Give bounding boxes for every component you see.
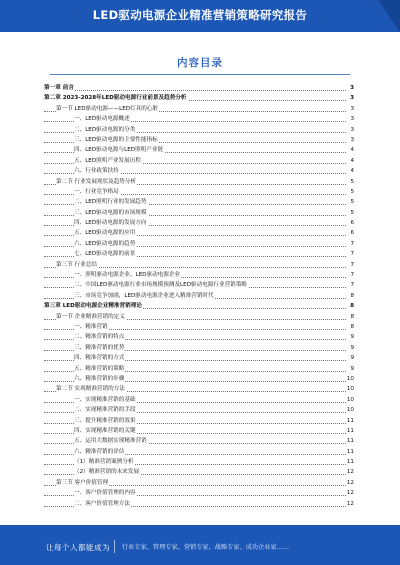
toc-entry-text: 五、运用大数据实现精准营销 (74, 438, 147, 445)
toc-page-number: 6 (349, 218, 354, 228)
toc-entry[interactable] (44, 270, 354, 280)
toc-entry[interactable] (44, 478, 354, 488)
toc-entry-text: 三、LED驱动电源的主要性能指标 (74, 136, 158, 143)
toc-entry-text: 六、LED驱动电源的趋势 (74, 240, 136, 247)
toc-page-number: 4 (349, 166, 354, 176)
toc-entry-text: 第三节 客户价值管理 (56, 479, 109, 486)
toc-entry[interactable] (44, 260, 354, 270)
toc-entry[interactable] (44, 208, 354, 218)
toc-page-number: 9 (349, 353, 354, 363)
toc-entry-text: 三、提升精准营销的效果 (74, 417, 136, 424)
title-divider (50, 74, 350, 75)
toc-page-number: 7 (349, 280, 354, 290)
toc-entry-text: 一、行业竞争格局 (74, 188, 119, 195)
toc-entry-text: 第三章 LED驱动电源企业精准营销理论 (44, 303, 142, 310)
toc-page-number: 8 (349, 312, 354, 322)
page-footer (0, 525, 400, 565)
toc-entry[interactable] (44, 197, 354, 207)
toc-entry[interactable] (44, 488, 354, 498)
toc-entry-text: （2）精准营销的未来发展 (74, 469, 140, 476)
toc-entry-text: 第二节 行业发展现状及趋势分析 (56, 178, 137, 185)
toc-entry-text: 第二节 实现精准营销的方法 (56, 386, 125, 393)
toc-page-number: 5 (349, 208, 354, 218)
toc-page-number: 7 (349, 270, 354, 280)
toc-entry[interactable] (44, 457, 354, 467)
toc-entry-text: 四、精准营销的方式 (74, 355, 125, 362)
toc-entry-text: 六、行业政策扶持 (74, 168, 119, 175)
toc-entry[interactable] (44, 374, 354, 384)
toc-entry-text: 一、照明驱动电源企业、LED驱动电源企业 (74, 272, 181, 279)
toc-entry[interactable] (44, 467, 354, 477)
toc-entry[interactable] (44, 156, 354, 166)
toc-entry-text: 五、精准营销的策略 (74, 365, 125, 372)
toc-entry[interactable] (44, 384, 354, 394)
report-title: LED驱动电源企业精准营销策略研究报告 (92, 8, 308, 22)
toc-entry-text: 四、LED驱动电源与LED照明产业链 (74, 147, 164, 154)
toc-page-number: 10 (346, 384, 354, 394)
toc-entry-text: 一、客户价值管理的内容 (74, 490, 136, 497)
toc-page-number: 8 (349, 301, 354, 311)
toc-page-number: 9 (349, 364, 354, 374)
toc-page-number: 3 (349, 135, 354, 145)
toc-entry[interactable] (44, 395, 354, 405)
toc-page-number: 12 (346, 488, 354, 498)
toc-page-number: 12 (346, 499, 354, 509)
toc-entry-text: 三、市场竞争加剧，LED驱动电源企业进入精准营销时代 (74, 292, 214, 299)
toc-entry[interactable] (44, 426, 354, 436)
toc-entry[interactable] (44, 405, 354, 415)
toc-entry[interactable] (44, 312, 354, 322)
footer-roles: 行业专家、管理专家、营销专家、战略专家、成功企业家…… (122, 544, 290, 551)
toc-page-number: 10 (346, 395, 354, 405)
toc-page-number: 3 (349, 83, 354, 93)
toc-entry[interactable] (44, 416, 354, 426)
toc-entry[interactable] (44, 187, 354, 197)
page-title: 内容目录 (177, 57, 223, 69)
toc-page-number: 3 (349, 125, 354, 135)
toc-entry[interactable] (44, 447, 354, 457)
toc-entry[interactable] (44, 353, 354, 363)
header-corner-decoration (378, 0, 400, 32)
toc-entry[interactable] (44, 83, 354, 93)
toc-page-number: 12 (346, 478, 354, 488)
toc-page-number: 6 (349, 228, 354, 238)
toc-entry[interactable] (44, 114, 354, 124)
toc-entry-text: 第一节 LED驱动电源——LED灯具的心脏 (56, 105, 159, 112)
toc-entry-text: 五、LED照明产业发展历程 (74, 157, 141, 164)
toc-entry[interactable] (44, 166, 354, 176)
toc-entry-text: 一、精准营销 (74, 323, 108, 330)
toc-page-number: 3 (349, 114, 354, 124)
toc-page-number: 7 (349, 260, 354, 270)
toc-entry-text: 四、LED驱动电源的发展方向 (74, 220, 147, 227)
toc-entry-text: 三、LED驱动电源的市场规模 (74, 209, 147, 216)
toc-entry-text: 一、LED驱动电源概述 (74, 116, 130, 123)
toc-entry[interactable] (44, 499, 354, 509)
toc-entry-text: 第一节 企业精准营销的定义 (56, 313, 125, 320)
toc-entry-text: 五、LED驱动电源的应用 (74, 230, 136, 237)
toc-page-number: 4 (349, 156, 354, 166)
toc-page-number: 7 (349, 239, 354, 249)
report-header (0, 0, 400, 32)
toc-entry-text: 二、LED驱动电源的分类 (74, 126, 136, 133)
toc-entry[interactable] (44, 239, 354, 249)
toc-page-number: 4 (349, 145, 354, 155)
toc-page-number: 8 (349, 291, 354, 301)
toc-page-number: 9 (349, 343, 354, 353)
table-of-contents (44, 83, 354, 509)
footer-separator (114, 540, 115, 553)
toc-page-number: 11 (346, 457, 354, 467)
toc-entry[interactable] (44, 436, 354, 446)
toc-entry-text: （1）精准营销案例分析 (74, 459, 134, 466)
toc-entry[interactable] (44, 249, 354, 259)
toc-leader-dots (44, 90, 346, 91)
toc-page-number: 11 (346, 426, 354, 436)
toc-page-number: 9 (349, 332, 354, 342)
toc-entry-text: 三、精准营销的优势 (74, 344, 125, 351)
toc-page-number: 7 (349, 249, 354, 259)
toc-page-number: 3 (349, 104, 354, 114)
toc-entry[interactable] (44, 291, 354, 301)
toc-page-number: 10 (346, 374, 354, 384)
toc-entry-text: 六、精准营销的步骤 (74, 375, 125, 382)
toc-entry[interactable] (44, 280, 354, 290)
toc-entry[interactable] (44, 135, 354, 145)
toc-entry[interactable] (44, 125, 354, 135)
toc-entry-text: 二、实现精准营销的手段 (74, 407, 136, 414)
toc-entry[interactable] (44, 177, 354, 187)
toc-entry[interactable] (44, 332, 354, 342)
toc-entry[interactable] (44, 145, 354, 155)
toc-page-number: 11 (346, 436, 354, 446)
toc-entry-text: 二、LED照明行业的发展趋势 (74, 199, 147, 206)
toc-entry-text: 四、实现精准营销的关键 (74, 427, 136, 434)
toc-entry[interactable] (44, 343, 354, 353)
toc-page-number: 11 (346, 416, 354, 426)
toc-entry-text: 二、中国LED驱动电源行业市场规模预测及LED驱动电源行业营销策略 (74, 282, 247, 289)
toc-entry-text: 一、实现精准营销的基础 (74, 396, 136, 403)
toc-entry[interactable] (44, 364, 354, 374)
toc-page-number: 5 (349, 187, 354, 197)
toc-page-number: 3 (349, 93, 354, 103)
toc-entry[interactable] (44, 301, 354, 311)
toc-page-number: 10 (346, 405, 354, 415)
toc-entry[interactable] (44, 104, 354, 114)
toc-entry[interactable] (44, 322, 354, 332)
toc-entry-text: 二、精准营销的特点 (74, 334, 125, 341)
footer-slogan: 让每个人都能成为 (46, 543, 110, 552)
toc-entry-text: 第一章 前言 (44, 85, 74, 91)
toc-entry-text: 七、LED驱动电源的前景 (74, 251, 136, 258)
toc-page-number: 12 (346, 467, 354, 477)
toc-entry[interactable] (44, 93, 354, 103)
toc-entry-text: 第三节 行业总结 (56, 261, 97, 268)
toc-entry[interactable] (44, 218, 354, 228)
toc-page-number: 8 (349, 322, 354, 332)
toc-entry-text: 六、精准营销的评估 (74, 448, 125, 455)
toc-page-number: 5 (349, 197, 354, 207)
toc-entry-text: 二、客户价值管理方法 (74, 500, 130, 507)
toc-entry-text: 第二章 2023-2028年LED驱动电源行业前景及趋势分析 (44, 95, 187, 102)
toc-page-number: 5 (349, 177, 354, 187)
toc-page-number: 11 (346, 447, 354, 457)
toc-entry[interactable] (44, 228, 354, 238)
